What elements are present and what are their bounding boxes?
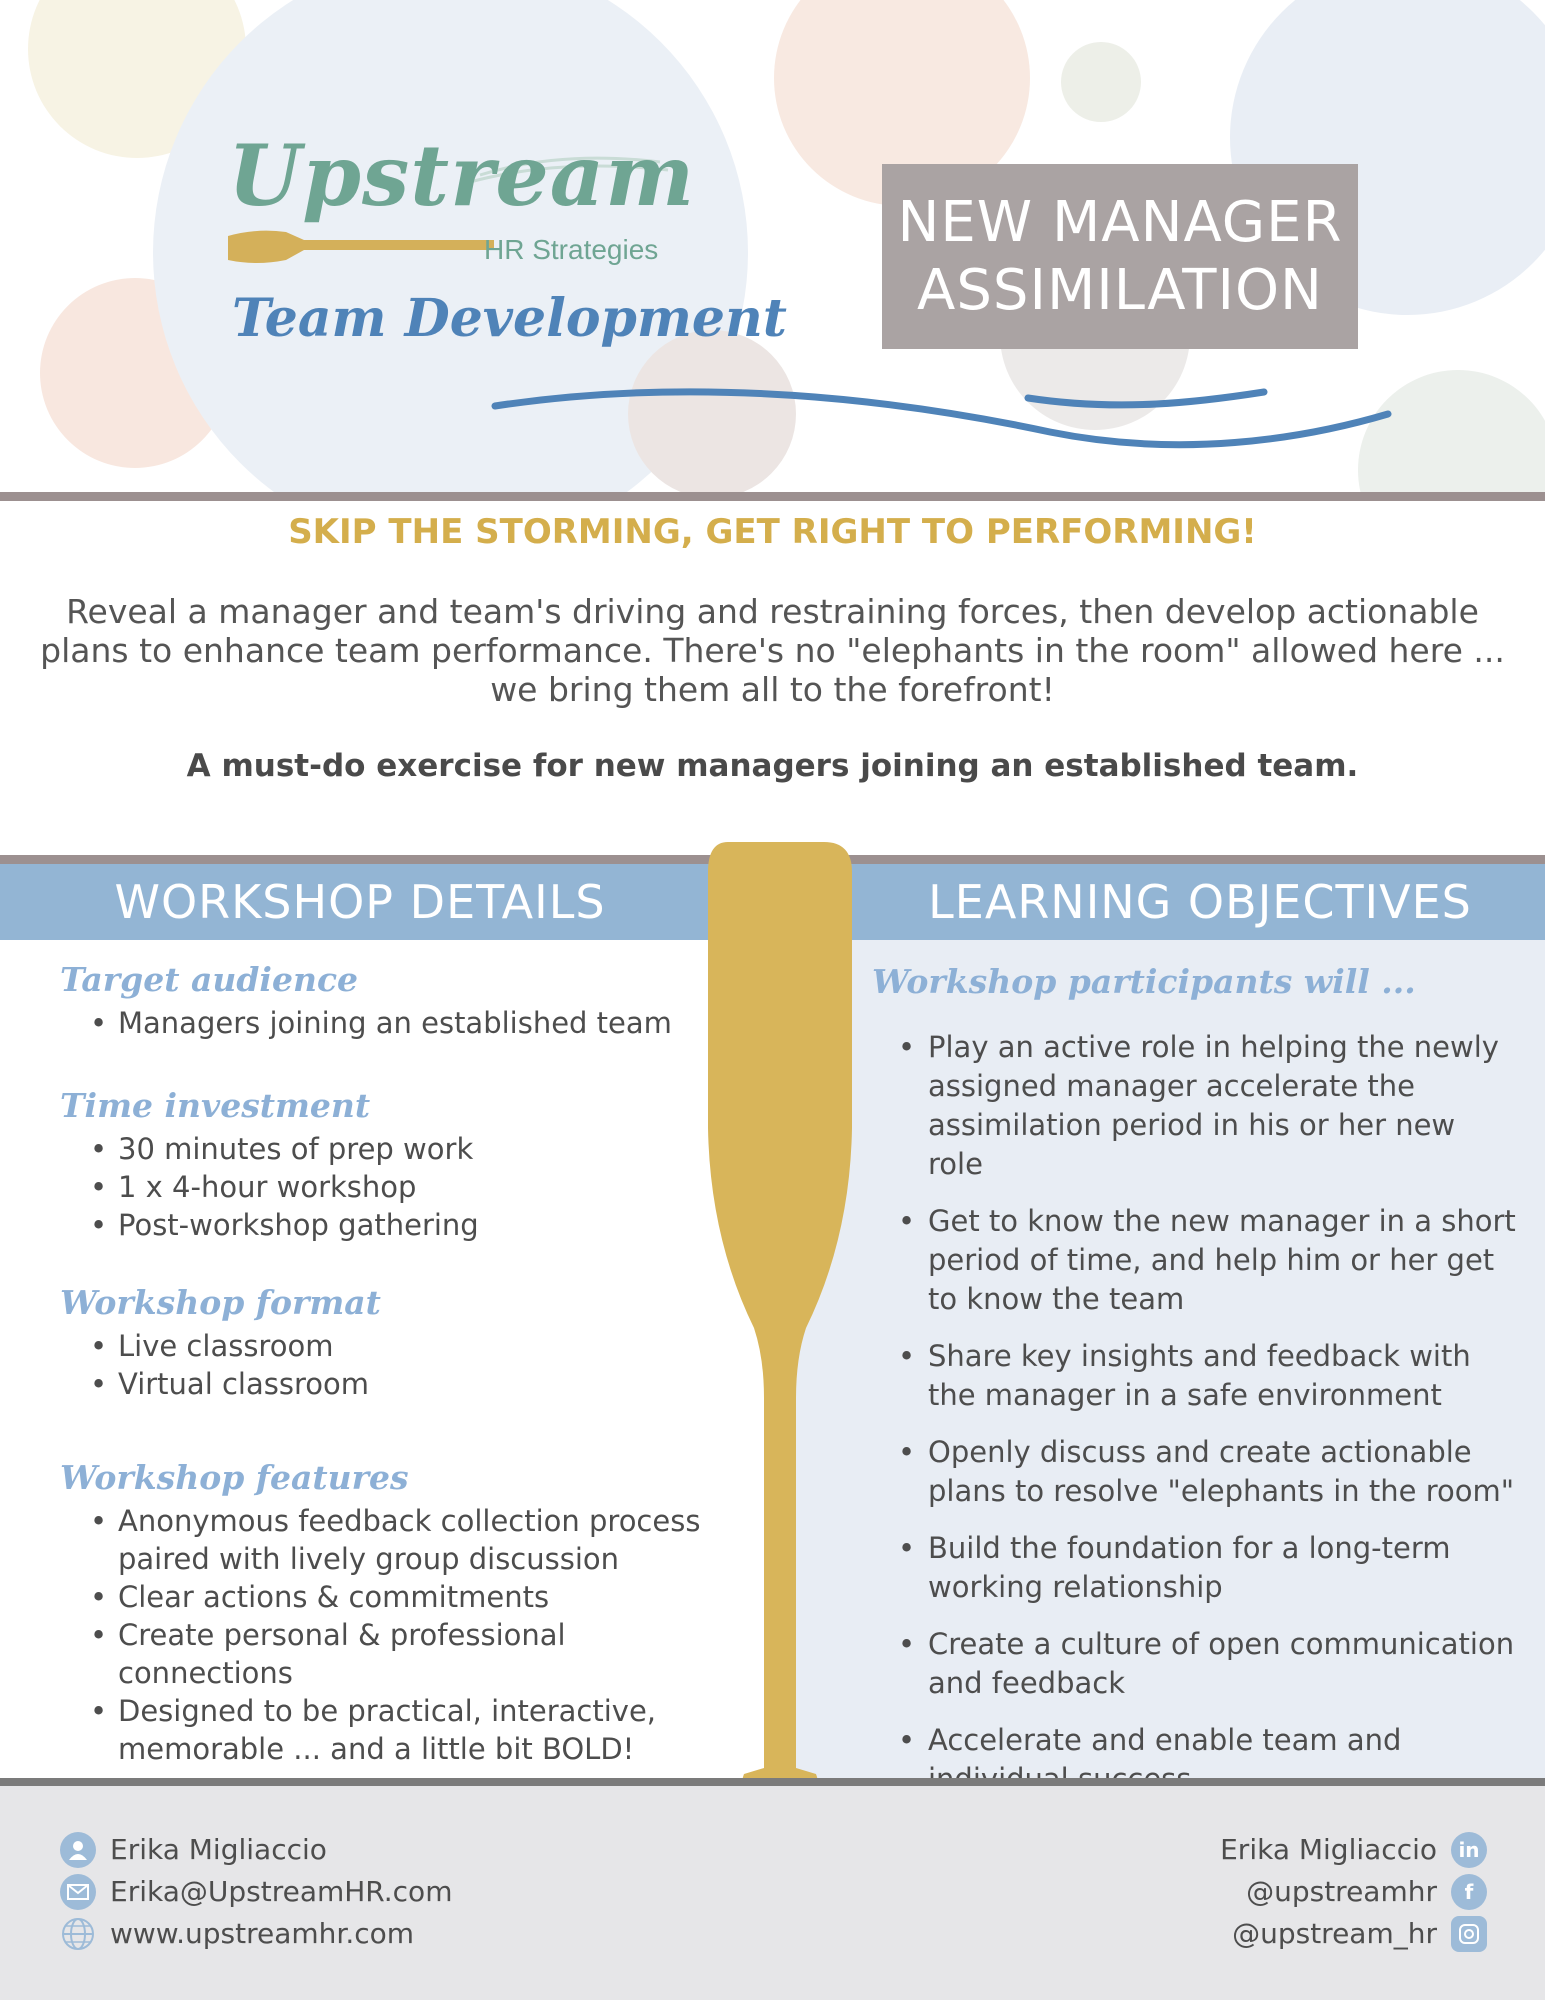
divider-top <box>0 492 1545 501</box>
footer-contact-name <box>60 1832 327 1868</box>
list-item: • Play an active role in helping the newly assigned manager accelerate the assimilation period in his or her new role <box>898 1028 1518 1184</box>
list-item: • Openly discuss and create actionable plans to resolve "elephants in the room" <box>898 1433 1518 1511</box>
footer-instagram[interactable] <box>1232 1916 1487 1952</box>
divider-bottom <box>0 1778 1545 1786</box>
intro-paragraph <box>40 592 1505 709</box>
time-investment-heading: Time investment <box>60 1086 371 1125</box>
logo-wordmark: Upstream <box>228 126 696 225</box>
facebook-icon: f <box>1451 1874 1487 1910</box>
list-item: • Build the foundation for a long-term working relationship <box>898 1529 1518 1607</box>
list-item: • Virtual classroom <box>64 1365 704 1403</box>
list-item: • 30 minutes of prep work <box>64 1130 704 1168</box>
learning-objectives-title: LEARNING OBJECTIVES <box>928 875 1472 929</box>
target-audience-heading: Target audience <box>60 960 359 999</box>
paddle-logo-icon <box>226 226 496 272</box>
workshop-format-list <box>64 1327 704 1403</box>
linkedin-text[interactable]: Erika Migliaccio <box>1220 1833 1437 1866</box>
intro-line: Reveal a manager and team's driving and restraining forces, then develop actionable <box>66 592 1479 631</box>
facebook-text[interactable]: @upstreamhr <box>1246 1875 1437 1908</box>
intro-line: plans to enhance team performance. There's no "elephants in the room" allowed here ... <box>40 631 1505 670</box>
objectives-list <box>898 1028 1518 1817</box>
time-investment-list <box>64 1130 704 1244</box>
contact-name-text: Erika Migliaccio <box>110 1833 327 1866</box>
list-item: • Clear actions & commitments <box>64 1578 730 1616</box>
must-do-statement: A must-do exercise for new managers joining an established team. <box>186 748 1359 784</box>
title-line-1: NEW MANAGER <box>897 189 1343 255</box>
footer-facebook[interactable] <box>1246 1874 1487 1910</box>
team-development-heading: Team Development <box>232 288 787 349</box>
footer-linkedin[interactable] <box>1220 1832 1487 1868</box>
list-item: • Live classroom <box>64 1327 704 1365</box>
website-link[interactable]: www.upstreamhr.com <box>110 1917 415 1950</box>
list-item: • Anonymous feedback collection process paired with lively group discussion <box>64 1502 730 1578</box>
logo-subtitle: HR Strategies <box>484 234 659 265</box>
workshop-details-title: WORKSHOP DETAILS <box>114 875 606 929</box>
intro-line: we bring them all to the forefront! <box>490 670 1055 709</box>
list-item: • Get to know the new manager in a short period of time, and help him or her get to know the team <box>898 1202 1518 1319</box>
instagram-text[interactable]: @upstream_hr <box>1232 1917 1437 1950</box>
title-box <box>882 164 1358 349</box>
footer-website[interactable] <box>60 1916 414 1952</box>
list-item: • Create personal & professional connections <box>64 1616 730 1692</box>
list-item: • Create a culture of open communication and feedback <box>898 1625 1518 1703</box>
person-icon <box>60 1832 96 1868</box>
globe-icon <box>60 1916 96 1952</box>
workshop-features-heading: Workshop features <box>60 1458 409 1497</box>
email-link[interactable]: Erika@UpstreamHR.com <box>110 1875 453 1908</box>
list-item: • Post-workshop gathering <box>64 1206 704 1244</box>
list-item: • Managers joining an established team <box>64 1004 704 1042</box>
linkedin-icon: in <box>1451 1832 1487 1868</box>
tagline: SKIP THE STORMING, GET RIGHT TO PERFORMING! <box>288 512 1257 552</box>
workshop-features-list <box>64 1502 730 1768</box>
envelope-icon <box>60 1874 96 1910</box>
title-line-2: ASSIMILATION <box>917 257 1323 323</box>
list-item: • 1 x 4-hour workshop <box>64 1168 704 1206</box>
target-audience-list <box>64 1004 704 1042</box>
objectives-intro: Workshop participants will ... <box>872 962 1416 1001</box>
header-banner <box>0 0 1545 492</box>
list-item: • Accelerate and enable team and <box>898 1721 1518 1799</box>
footer-email[interactable] <box>60 1874 452 1910</box>
list-item: • Designed to be practical, interactive, memorable ... and a little bit BOLD! <box>64 1692 730 1768</box>
list-item: • Share key insights and feedback with the manager in a safe environment <box>898 1337 1518 1415</box>
workshop-format-heading: Workshop format <box>60 1283 381 1322</box>
instagram-icon <box>1451 1916 1487 1952</box>
